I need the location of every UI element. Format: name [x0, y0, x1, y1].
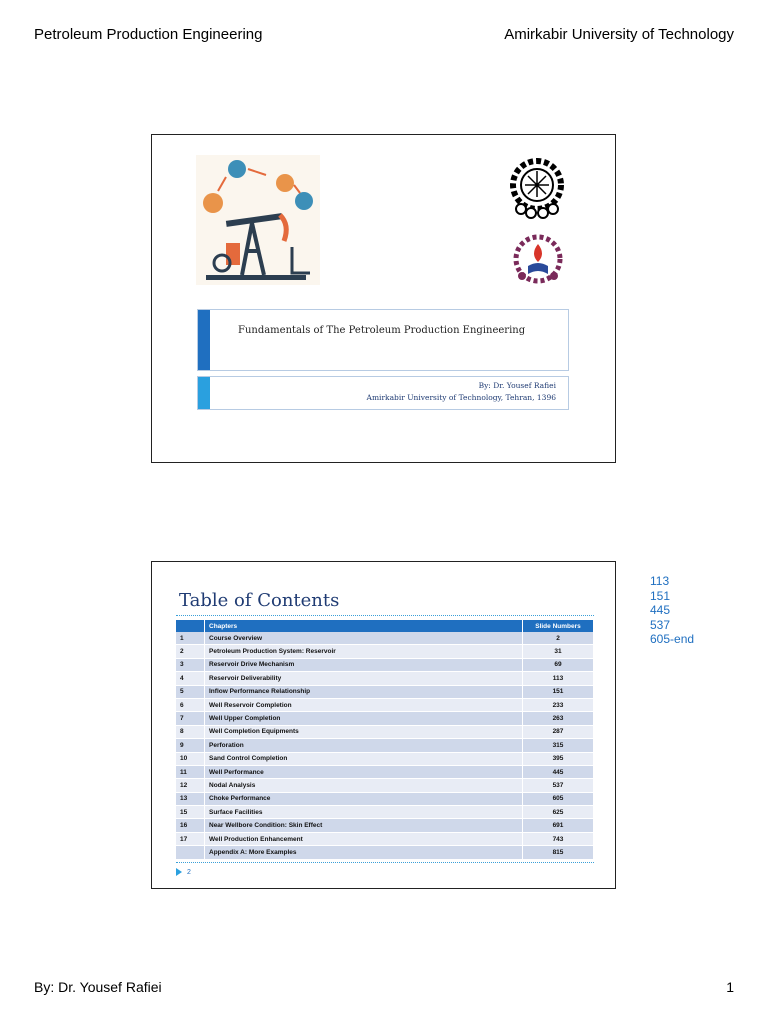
toc-row [176, 779, 594, 792]
margin-notes [650, 574, 694, 647]
toc-cell-slide: 233 [523, 698, 594, 711]
toc-cell-num: 15 [176, 806, 205, 819]
margin-note: 151 [650, 588, 671, 603]
toc-cell-num [176, 846, 205, 859]
toc-cell-chapter: Appendix A: More Examples [205, 846, 523, 859]
toc-cell-slide: 31 [523, 645, 594, 658]
toc-cell-chapter: Well Production Enhancement [205, 832, 523, 845]
toc-cell-chapter: Inflow Performance Relationship [205, 685, 523, 698]
margin-note: 445 [650, 603, 671, 617]
triangle-bullet-icon [176, 868, 182, 876]
margin-note: 605-end [650, 632, 695, 646]
slide-page-number [176, 868, 191, 876]
toc-row [176, 672, 594, 685]
slide-subtitle-box [197, 376, 569, 410]
toc-row [176, 819, 594, 832]
toc-cell-slide: 625 [523, 806, 594, 819]
toc-cell-slide: 605 [523, 792, 594, 805]
toc-table [176, 620, 594, 860]
toc-row [176, 792, 594, 805]
toc-cell-slide: 151 [523, 685, 594, 698]
toc-title: Table of Contents [179, 590, 340, 611]
toc-cell-slide: 263 [523, 712, 594, 725]
toc-row [176, 806, 594, 819]
page-header-left: Petroleum Production Engineering [34, 26, 263, 43]
toc-cell-chapter: Well Reservoir Completion [205, 698, 523, 711]
toc-cell-num: 12 [176, 779, 205, 792]
toc-row [176, 645, 594, 658]
toc-row [176, 752, 594, 765]
toc-cell-num: 17 [176, 832, 205, 845]
toc-cell-chapter: Well Performance [205, 765, 523, 778]
toc-cell-slide: 2 [523, 632, 594, 645]
toc-header-row [176, 620, 594, 632]
margin-note: 113 [650, 574, 670, 588]
toc-cell-slide: 537 [523, 779, 594, 792]
toc-header-chapters: Chapters [205, 620, 523, 632]
university-gear-logo [507, 157, 567, 219]
page-header-right: Amirkabir University of Technology [504, 26, 734, 43]
toc-cell-num: 4 [176, 672, 205, 685]
toc-row [176, 832, 594, 845]
oil-pump-illustration [196, 155, 320, 285]
toc-cell-chapter: Course Overview [205, 632, 523, 645]
toc-cell-slide: 445 [523, 765, 594, 778]
toc-cell-num: 16 [176, 819, 205, 832]
toc-cell-num: 6 [176, 698, 205, 711]
title-slide [151, 134, 616, 463]
toc-row [176, 685, 594, 698]
margin-note: 537 [650, 617, 671, 632]
toc-cell-slide: 395 [523, 752, 594, 765]
toc-cell-chapter: Choke Performance [205, 792, 523, 805]
toc-cell-num: 9 [176, 739, 205, 752]
toc-cell-chapter: Reservoir Drive Mechanism [205, 658, 523, 671]
toc-slide [151, 561, 616, 889]
subtitle-accent-bar [198, 377, 210, 409]
toc-header-num [176, 620, 205, 632]
toc-cell-num: 8 [176, 725, 205, 738]
page-number: 1 [726, 979, 734, 995]
slide-page-number-text: 2 [187, 868, 191, 876]
toc-cell-num: 1 [176, 632, 205, 645]
toc-cell-chapter: Sand Control Completion [205, 752, 523, 765]
toc-cell-slide: 691 [523, 819, 594, 832]
toc-cell-chapter: Reservoir Deliverability [205, 672, 523, 685]
toc-row [176, 846, 594, 859]
toc-cell-num: 10 [176, 752, 205, 765]
author-byline: By: Dr. Yousef Rafiei [478, 381, 556, 390]
toc-cell-chapter: Petroleum Production System: Reservoir [205, 645, 523, 658]
toc-header-slides: Slide Numbers [523, 620, 594, 632]
toc-cell-chapter: Perforation [205, 739, 523, 752]
title-accent-bar [198, 310, 210, 370]
toc-cell-num: 11 [176, 765, 205, 778]
toc-cell-slide: 113 [523, 672, 594, 685]
toc-cell-slide: 287 [523, 725, 594, 738]
toc-row [176, 739, 594, 752]
toc-cell-num: 3 [176, 658, 205, 671]
toc-cell-slide: 315 [523, 739, 594, 752]
toc-cell-chapter: Well Upper Completion [205, 712, 523, 725]
toc-row [176, 658, 594, 671]
title-divider [176, 615, 594, 616]
toc-cell-slide: 743 [523, 832, 594, 845]
slide-title-box [197, 309, 569, 371]
page-footer-left: By: Dr. Yousef Rafiei [34, 979, 162, 995]
footer-divider [176, 862, 594, 863]
toc-cell-chapter: Surface Facilities [205, 806, 523, 819]
toc-row [176, 725, 594, 738]
toc-cell-chapter: Nodal Analysis [205, 779, 523, 792]
faculty-flame-logo [510, 232, 566, 286]
toc-cell-slide: 815 [523, 846, 594, 859]
toc-cell-chapter: Well Completion Equipments [205, 725, 523, 738]
toc-cell-slide: 69 [523, 658, 594, 671]
toc-row [176, 712, 594, 725]
toc-row [176, 632, 594, 645]
toc-cell-num: 5 [176, 685, 205, 698]
toc-cell-num: 13 [176, 792, 205, 805]
toc-row [176, 698, 594, 711]
slide-title: Fundamentals of The Petroleum Production Engineering [238, 325, 526, 336]
affiliation-line: Amirkabir University of Technology, Tehran, 1396 [366, 393, 556, 402]
toc-cell-chapter: Near Wellbore Condition: Skin Effect [205, 819, 523, 832]
toc-row [176, 765, 594, 778]
toc-cell-num: 2 [176, 645, 205, 658]
toc-cell-num: 7 [176, 712, 205, 725]
